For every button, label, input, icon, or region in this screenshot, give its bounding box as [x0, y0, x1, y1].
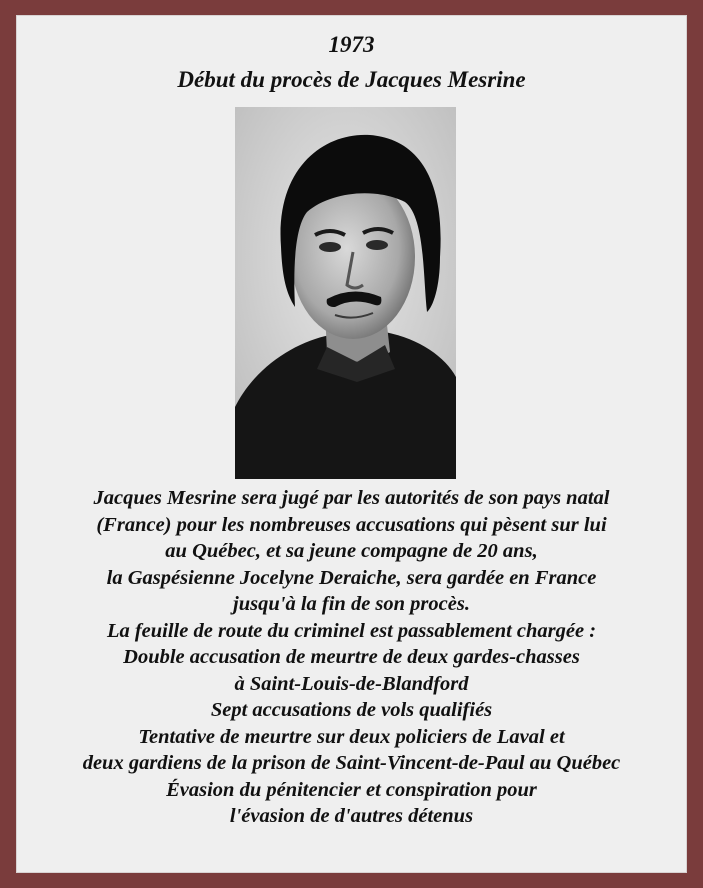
caption-line: Sept accusations de vols qualifiés	[210, 699, 493, 721]
caption-line: l'évasion de d'autres détenus	[229, 805, 474, 827]
caption-line: Évasion du pénitencier et conspiration pour	[166, 778, 537, 801]
caption-line: La feuille de route du criminel est passablement chargée :	[106, 619, 597, 642]
caption-line: Double accusation de meurtre de deux gardes-chasses	[123, 646, 580, 668]
caption-line: Tentative de meurtre sur deux policiers de Laval et	[138, 725, 565, 748]
caption-line: la Gaspésienne Jocelyne Deraiche, sera gardée en France	[106, 566, 597, 589]
caption-line: (France) pour les nombreuses accusations qui pèsent sur lui	[96, 513, 607, 536]
caption-text	[16, 485, 687, 830]
caption-line: au Québec, et sa jeune compagne de 20 ans,	[165, 540, 538, 562]
caption-line: à Saint-Louis-de-Blandford	[234, 672, 469, 695]
caption-line: jusqu'à la fin de son procès.	[233, 593, 470, 615]
caption-line: Jacques Mesrine sera jugé par les autorités de son pays natal	[93, 487, 610, 509]
portrait-illustration	[235, 107, 456, 479]
year-heading: 1973	[328, 32, 375, 57]
content-panel	[16, 15, 687, 873]
page-title: Début du procès de Jacques Mesrine	[177, 67, 526, 92]
portrait-photo	[235, 107, 456, 479]
caption-line: deux gardiens de la prison de Saint-Vincent-de-Paul au Québec	[82, 752, 621, 774]
